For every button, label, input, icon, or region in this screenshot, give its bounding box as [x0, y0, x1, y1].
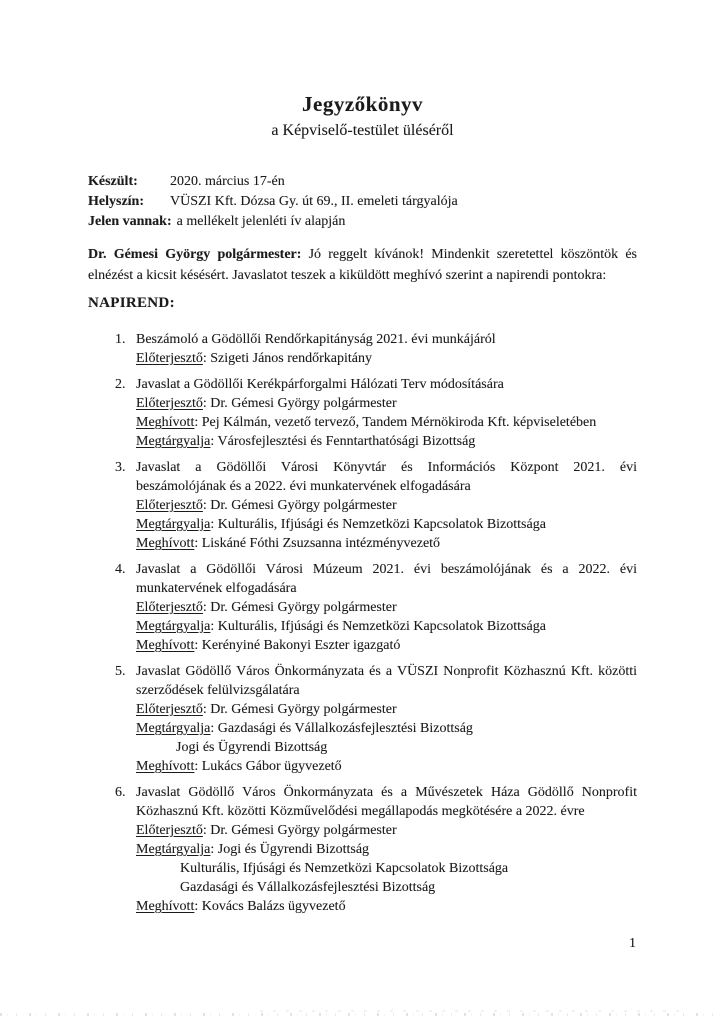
subline-label: Előterjesztő [136, 823, 203, 838]
agenda-item-3 [88, 458, 637, 553]
item-title-line: Beszámoló a Gödöllői Rendőrkapitányság 2021. évi munkájáról [136, 332, 496, 347]
subline-text: : Liskáné Fóthi Zsuzsanna intézményvezető [194, 536, 441, 551]
item-subline [136, 349, 637, 368]
subline-label: Meghívott [136, 415, 195, 430]
item-subline [136, 617, 637, 636]
item-title-line: Javaslat Gödöllő Város Önkormányzata és a Művészetek Háza Gödöllő Nonprofit [136, 785, 637, 800]
subline-text: : Kulturális, Ifjúsági és Nemzetközi Kapcsolatok Bizottsága [210, 517, 546, 532]
scan-artifact-line [0, 1013, 724, 1016]
agenda-item-4 [88, 560, 637, 655]
subline-label: Megtárgyalja [136, 842, 211, 857]
item-subline [136, 757, 637, 776]
meta-value: VÜSZI Kft. Dózsa Gy. út 69., II. emeleti tárgyalója [170, 194, 458, 209]
item-title-line: Javaslat Gödöllő Város Önkormányzata és a VÜSZI Nonprofit Közhasznú Kft. közötti [136, 664, 637, 679]
meta-value: 2020. március 17-én [170, 174, 285, 189]
subline-text: : Dr. Gémesi György polgármester [202, 396, 397, 411]
document-content [88, 0, 637, 923]
item-subline [136, 821, 637, 840]
page-number: 1 [629, 936, 636, 951]
agenda-item-5 [88, 662, 637, 776]
item-title-line: Javaslat a Gödöllői Kerékpárforgalmi Hálózati Terv módosítására [136, 377, 504, 392]
subline-text: : Dr. Gémesi György polgármester [202, 702, 397, 717]
subline-text: : Városfejlesztési és Fenntarthatósági Bizottság [210, 434, 476, 449]
agenda-item-1 [88, 330, 637, 368]
agenda-item-6 [88, 783, 637, 916]
item-title-line: Javaslat a Gödöllői Városi Múzeum 2021. évi beszámolójának és a 2022. évi [136, 562, 637, 577]
opening-text: Jó reggelt kívánok! Mindenkit szeretettel köszöntök és [301, 247, 637, 262]
item-number: 2. [115, 377, 126, 392]
item-subline [136, 515, 637, 534]
subline-label: Előterjesztő [136, 351, 203, 366]
subline-text: : Dr. Gémesi György polgármester [202, 600, 397, 615]
item-subline [136, 394, 637, 413]
meta-row-keszult [88, 172, 637, 192]
meta-row-jelen-vannak [88, 212, 637, 232]
scan-artifact-line-2 [260, 1010, 680, 1012]
item-subline [136, 719, 637, 738]
subline-label: Megtárgyalja [136, 434, 211, 449]
item-number: 3. [115, 460, 126, 475]
subline-label: Előterjesztő [136, 498, 203, 513]
item-subline-continuation: Kulturális, Ifjúsági és Nemzetközi Kapcsolatok Bizottsága [180, 861, 509, 876]
subline-text: : Jogi és Ügyrendi Bizottság [210, 842, 370, 857]
item-title-line: Közhasznú Kft. közötti Közművelődési megállapodás megkötésére a 2022. évre [136, 804, 585, 819]
subline-text: : Kerényiné Bakonyi Eszter igazgató [194, 638, 401, 653]
meta-row-helyszin [88, 192, 637, 212]
meta-label: Készült: [88, 174, 138, 189]
item-subline-continuation: Jogi és Ügyrendi Bizottság [176, 740, 328, 755]
item-subline-continuation: Gazdasági és Vállalkozásfejlesztési Bizottság [180, 880, 436, 895]
subline-label: Meghívott [136, 536, 195, 551]
agenda-list [88, 330, 637, 916]
subline-text: : Dr. Gémesi György polgármester [202, 498, 397, 513]
page-title: Jegyzőkönyv [302, 92, 423, 116]
agenda-item-2 [88, 375, 637, 451]
page-subtitle: a Képviselő-testület üléséről [271, 122, 454, 139]
meta-label: Jelen vannak: [88, 214, 172, 229]
item-subline [136, 432, 637, 451]
subline-text: : Lukács Gábor ügyvezető [194, 759, 342, 774]
item-number: 1. [115, 332, 126, 347]
item-title-line: beszámolójának és a 2022. évi munkatervének elfogadására [136, 479, 471, 494]
subline-text: : Szigeti János rendőrkapitány [202, 351, 373, 366]
subline-label: Megtárgyalja [136, 619, 211, 634]
opening-line-1 [88, 244, 637, 265]
item-subline [136, 598, 637, 617]
item-title-line: Javaslat a Gödöllői Városi Könyvtár és Információs Központ 2021. évi [136, 460, 637, 475]
item-title-line: szerződések felülvizsgálatára [136, 683, 300, 698]
opening-paragraph [88, 244, 637, 286]
item-number: 6. [115, 785, 126, 800]
item-subline [136, 496, 637, 515]
agenda-heading: NAPIREND: [88, 295, 175, 311]
item-subline [136, 636, 637, 655]
item-subline [136, 840, 637, 859]
subline-text: : Gazdasági és Vállalkozásfejlesztési Bizottság [210, 721, 473, 736]
item-subline [136, 897, 637, 916]
subline-label: Előterjesztő [136, 396, 203, 411]
item-title-line: munkatervének elfogadására [136, 581, 297, 596]
speaker-name: Dr. Gémesi György polgármester: [88, 247, 302, 262]
item-subline [136, 413, 637, 432]
subline-text: : Kovács Balázs ügyvezető [194, 899, 346, 914]
item-number: 5. [115, 664, 126, 679]
item-subline [136, 534, 637, 553]
subline-label: Meghívott [136, 759, 195, 774]
subline-text: : Dr. Gémesi György polgármester [202, 823, 397, 838]
subline-label: Megtárgyalja [136, 721, 211, 736]
subline-label: Meghívott [136, 899, 195, 914]
opening-line-2: elnézést a kicsit késésért. Javaslatot teszek a kiküldött meghívó szerint a napirendi pontokra: [88, 268, 607, 283]
meta-value: a mellékelt jelenléti ív alapján [176, 214, 346, 229]
item-subline [136, 700, 637, 719]
subline-label: Megtárgyalja [136, 517, 211, 532]
subline-label: Meghívott [136, 638, 195, 653]
subline-text: : Kulturális, Ifjúsági és Nemzetközi Kapcsolatok Bizottsága [210, 619, 546, 634]
meta-block [88, 172, 637, 232]
meta-label: Helyszín: [88, 194, 144, 209]
subline-label: Előterjesztő [136, 600, 203, 615]
subline-label: Előterjesztő [136, 702, 203, 717]
subline-text: : Pej Kálmán, vezető tervező, Tandem Mérnökiroda Kft. képviseletében [194, 415, 597, 430]
item-number: 4. [115, 562, 126, 577]
